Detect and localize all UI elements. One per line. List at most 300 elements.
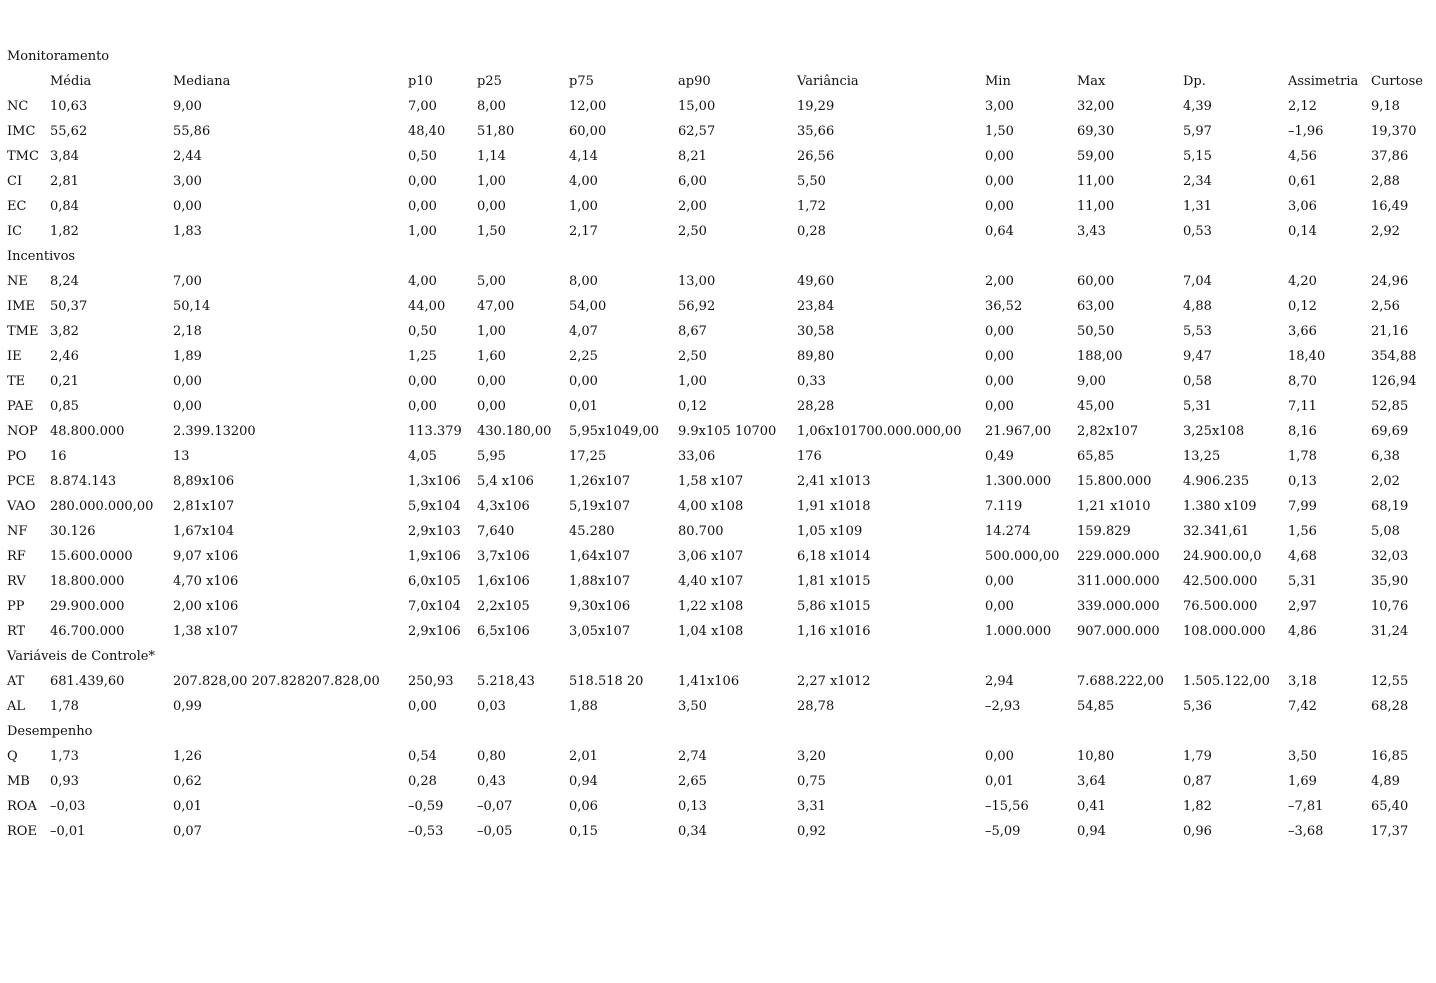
column-header: Mediana [173,74,231,89]
table-cell: 3,18 [1288,674,1317,689]
table-cell: 55,86 [173,124,211,139]
table-cell: 0,21 [50,374,79,389]
table-cell: –3,68 [1288,824,1324,839]
table-cell: 4,07 [569,324,598,339]
table-cell: 2,17 [569,224,598,239]
table-cell: 1,88 [569,699,598,714]
table-cell: 56,92 [678,299,716,314]
table-row [7,169,1436,194]
table-cell: 126,94 [1371,374,1417,389]
table-cell: 6,0x105 [408,574,461,589]
table-cell: 4,70 x106 [173,574,239,589]
table-cell: 68,28 [1371,699,1409,714]
table-cell: 60,00 [1077,274,1115,289]
table-cell: 17,37 [1371,824,1409,839]
table-cell: –7,81 [1288,799,1324,814]
table-cell: 108.000.000 [1183,624,1266,639]
table-cell: –0,59 [408,799,444,814]
table-cell: 48,40 [408,124,446,139]
table-cell: 4,00 [569,174,598,189]
table-cell: 0,00 [477,374,506,389]
table-cell: 4,20 [1288,274,1317,289]
table-cell: 1.300.000 [985,474,1052,489]
table-cell: –2,93 [985,699,1021,714]
row-label: RV [7,574,26,589]
table-cell: 11,00 [1077,174,1115,189]
table-cell: 4,40 x107 [678,574,744,589]
column-header: p75 [569,74,594,89]
table-cell: 3,82 [50,324,79,339]
table-cell: 1,67x104 [173,524,235,539]
table-cell: 37,86 [1371,149,1409,164]
table-cell: 5,19x107 [569,499,631,514]
table-row [7,544,1436,569]
table-row [7,94,1436,119]
table-row [7,694,1436,719]
table-cell: 28,78 [797,699,835,714]
table-cell: 2,44 [173,149,202,164]
table-cell: 13,25 [1183,449,1221,464]
table-cell: 5,53 [1183,324,1212,339]
table-cell: 0,13 [678,799,707,814]
table-cell: 0,50 [408,149,437,164]
table-cell: 28,28 [797,399,835,414]
table-cell: 1,00 [408,224,437,239]
table-cell: 430.180,00 [477,424,552,439]
table-row [7,744,1436,769]
table-cell: 33,06 [678,449,716,464]
table-cell: 6,5x106 [477,624,530,639]
table-cell: 1,9x106 [408,549,461,564]
table-cell: 89,80 [797,349,835,364]
table-cell: 8,16 [1288,424,1317,439]
table-cell: 50,14 [173,299,211,314]
table-cell: 76.500.000 [1183,599,1258,614]
table-cell: 9,00 [173,99,202,114]
table-cell: 0,00 [985,574,1014,589]
table-cell: 32,03 [1371,549,1409,564]
table-cell: 6,18 x1014 [797,549,871,564]
section-title-row [7,644,1436,669]
table-cell: 3,50 [1288,749,1317,764]
column-header: p10 [408,74,433,89]
table-cell: 5,50 [797,174,826,189]
table-row [7,519,1436,544]
table-cell: 10,63 [50,99,88,114]
table-cell: 0,00 [173,199,202,214]
table-cell: 0,94 [569,774,598,789]
table-cell: 54,85 [1077,699,1115,714]
table-cell: 3,06 x107 [678,549,744,564]
table-cell: 0,94 [1077,824,1106,839]
table-cell: 24.900.00,0 [1183,549,1262,564]
table-cell: 1,41x106 [678,674,740,689]
table-cell: 5,36 [1183,699,1212,714]
table-cell: 18.800.000 [50,574,125,589]
table-cell: 0,00 [985,399,1014,414]
section-title: Incentivos [7,249,76,264]
table-cell: 1,50 [477,224,506,239]
row-label: EC [7,199,27,214]
table-row [7,619,1436,644]
table-cell: 1,79 [1183,749,1212,764]
table-cell: 35,90 [1371,574,1409,589]
table-cell: 1,16 x1016 [797,624,871,639]
table-cell: 0,54 [408,749,437,764]
table-cell: 3,31 [797,799,826,814]
table-cell: 5,15 [1183,149,1212,164]
row-label: IME [7,299,35,314]
table-cell: 69,69 [1371,424,1409,439]
table-cell: 1.505.122,00 [1183,674,1270,689]
table-cell: 188,00 [1077,349,1123,364]
table-cell: 0,00 [569,374,598,389]
table-cell: 4,00 x108 [678,499,744,514]
table-cell: 2,25 [569,349,598,364]
table-cell: 0,41 [1077,799,1106,814]
table-cell: 0,93 [50,774,79,789]
table-cell: 80.700 [678,524,724,539]
column-header: Variância [797,74,859,89]
table-cell: 5,95x1049,00 [569,424,660,439]
table-cell: 0,00 [408,199,437,214]
table-cell: 7,99 [1288,499,1317,514]
table-cell: 0,00 [985,199,1014,214]
table-cell: 1,72 [797,199,826,214]
row-label: TMC [7,149,39,164]
table-cell: 42.500.000 [1183,574,1258,589]
table-cell: 23,84 [797,299,835,314]
table-cell: 0,01 [985,774,1014,789]
table-cell: 45,00 [1077,399,1115,414]
table-cell: 3,00 [173,174,202,189]
table-cell: 0,28 [797,224,826,239]
row-label: NE [7,274,28,289]
table-cell: 9.9x105 10700 [678,424,777,439]
table-cell: 4,56 [1288,149,1317,164]
table-cell: –1,96 [1288,124,1324,139]
table-cell: 8.874.143 [50,474,117,489]
table-row [7,794,1436,819]
table-cell: 159.829 [1077,524,1131,539]
table-cell: 1,00 [477,174,506,189]
table-cell: 1,22 x108 [678,599,744,614]
section-title: Monitoramento [7,49,110,64]
table-cell: 26,56 [797,149,835,164]
table-cell: 13 [173,449,190,464]
table-cell: 3,7x106 [477,549,530,564]
table-cell: 35,66 [797,124,835,139]
table-cell: 1,05 x109 [797,524,863,539]
table-cell: 5,08 [1371,524,1400,539]
table-cell: 0,00 [985,149,1014,164]
table-cell: 1,00 [569,199,598,214]
row-label: RF [7,549,26,564]
row-label: TE [7,374,26,389]
table-cell: 4,89 [1371,774,1400,789]
table-cell: 2,27 x1012 [797,674,871,689]
table-cell: 0,00 [408,174,437,189]
section-title-row [7,44,1436,69]
table-row [7,569,1436,594]
table-cell: 2,97 [1288,599,1317,614]
table-cell: 1,26 [173,749,202,764]
table-cell: 8,24 [50,274,79,289]
row-label: AL [7,699,26,714]
table-cell: 4,39 [1183,99,1212,114]
table-cell: 7,00 [408,99,437,114]
table-cell: 280.000.000,00 [50,499,154,514]
row-label: ROA [7,799,37,814]
table-cell: 11,00 [1077,199,1115,214]
table-row [7,819,1436,844]
table-cell: 7,0x104 [408,599,461,614]
table-cell: 1,81 x1015 [797,574,871,589]
table-cell: 4,14 [569,149,598,164]
column-header: Dp. [1183,74,1206,89]
table-cell: 4,05 [408,449,437,464]
table-cell: 1,89 [173,349,202,364]
table-cell: 1,14 [477,149,506,164]
table-cell: 7,11 [1288,399,1317,414]
table-row [7,119,1436,144]
table-cell: 0,00 [173,374,202,389]
table-cell: 1.000.000 [985,624,1052,639]
table-cell: 0,00 [985,324,1014,339]
table-cell: 5,31 [1183,399,1212,414]
table-cell: 21.967,00 [985,424,1052,439]
table-cell: 1,58 x107 [678,474,744,489]
table-row [7,444,1436,469]
table-row [7,769,1436,794]
table-cell: 1,25 [408,349,437,364]
table-cell: 2,2x105 [477,599,530,614]
table-cell: 3,06 [1288,199,1317,214]
row-label: PAE [7,399,34,414]
table-cell: 2,46 [50,349,79,364]
table-cell: 50,50 [1077,324,1115,339]
column-header: ap90 [678,74,711,89]
table-cell: 1,91 x1018 [797,499,871,514]
table-cell: 32.341,61 [1183,524,1250,539]
table-cell: 250,93 [408,674,454,689]
table-cell: 5.218,43 [477,674,535,689]
table-cell: 5,97 [1183,124,1212,139]
row-label: PO [7,449,27,464]
table-cell: 5,00 [477,274,506,289]
table-cell: 0,00 [408,374,437,389]
table-cell: 9,00 [1077,374,1106,389]
table-cell: 6,00 [678,174,707,189]
table-cell: 4,86 [1288,624,1317,639]
table-cell: 2,9x106 [408,624,461,639]
table-cell: 10,80 [1077,749,1115,764]
table-cell: 0,50 [408,324,437,339]
table-cell: 36,52 [985,299,1023,314]
table-cell: 2,81 [50,174,79,189]
table-cell: 10,76 [1371,599,1409,614]
table-cell: 4,88 [1183,299,1212,314]
table-cell: 2,01 [569,749,598,764]
table-cell: 1,31 [1183,199,1212,214]
row-label: PCE [7,474,36,489]
table-cell: 31,24 [1371,624,1409,639]
row-label: MB [7,774,30,789]
table-cell: 1,6x106 [477,574,530,589]
table-row [7,419,1436,444]
table-cell: 0,00 [985,749,1014,764]
table-cell: 4.906.235 [1183,474,1250,489]
table-cell: 1,56 [1288,524,1317,539]
table-cell: 1,88x107 [569,574,631,589]
table-cell: 0,06 [569,799,598,814]
column-header: Min [985,74,1011,89]
table-cell: 1,60 [477,349,506,364]
section-title-row [7,719,1436,744]
table-cell: 65,85 [1077,449,1115,464]
table-cell: 1,82 [50,224,79,239]
table-cell: 0,75 [797,774,826,789]
table-cell: 1,3x106 [408,474,461,489]
table-cell: 0,15 [569,824,598,839]
row-label: PP [7,599,25,614]
table-cell: 8,70 [1288,374,1317,389]
table-cell: 1.380 x109 [1183,499,1257,514]
table-cell: 59,00 [1077,149,1115,164]
table-cell: 339.000.000 [1077,599,1160,614]
column-header: p25 [477,74,502,89]
table-row [7,369,1436,394]
table-cell: 0,00 [408,699,437,714]
table-row [7,269,1436,294]
table-cell: 3,43 [1077,224,1106,239]
table-cell: 1,00 [678,374,707,389]
table-cell: 176 [797,449,822,464]
table-cell: 51,80 [477,124,515,139]
table-cell: 0,00 [477,399,506,414]
table-cell: 4,00 [408,274,437,289]
table-cell: 1,78 [50,699,79,714]
table-cell: 1,38 x107 [173,624,239,639]
table-cell: 681.439,60 [50,674,125,689]
table-cell: 68,19 [1371,499,1409,514]
table-cell: 3,20 [797,749,826,764]
table-cell: 2,00 [985,274,1014,289]
column-header-row [7,69,1436,94]
table-cell: 0,00 [985,174,1014,189]
column-header: Curtose [1371,74,1423,89]
table-cell: 2,9x103 [408,524,461,539]
row-label: Q [7,749,18,764]
table-cell: 0,14 [1288,224,1317,239]
table-cell: 8,21 [678,149,707,164]
table-cell: 0,01 [569,399,598,414]
table-cell: 2,18 [173,324,202,339]
table-row [7,344,1436,369]
table-cell: –0,03 [50,799,86,814]
descriptive-statistics-table [7,44,1436,844]
table-row [7,669,1436,694]
table-cell: 12,00 [569,99,607,114]
table-cell: 2,12 [1288,99,1317,114]
row-label: NC [7,99,29,114]
table-row [7,594,1436,619]
table-cell: 32,00 [1077,99,1115,114]
table-cell: 0,85 [50,399,79,414]
table-cell: 24,96 [1371,274,1409,289]
table-row [7,469,1436,494]
row-label: VAO [7,499,36,514]
table-cell: –0,01 [50,824,86,839]
table-cell: 16 [50,449,67,464]
table-cell: 47,00 [477,299,515,314]
table-cell: 2,88 [1371,174,1400,189]
table-row [7,219,1436,244]
table-cell: 3,25x108 [1183,424,1245,439]
table-cell: 1,82 [1183,799,1212,814]
table-cell: 5,31 [1288,574,1317,589]
table-cell: 0,00 [477,199,506,214]
table-cell: 3,84 [50,149,79,164]
table-cell: 0,28 [408,774,437,789]
table-cell: 5,95 [477,449,506,464]
table-cell: 3,50 [678,699,707,714]
table-cell: 0,96 [1183,824,1212,839]
section-title: Variáveis de Controle* [7,649,155,664]
table-cell: 2,94 [985,674,1014,689]
table-cell: 19,29 [797,99,835,114]
table-cell: 2,00 [678,199,707,214]
table-cell: 5,9x104 [408,499,461,514]
table-cell: 52,85 [1371,399,1409,414]
row-label: CI [7,174,23,189]
table-cell: 2,50 [678,224,707,239]
table-cell: 62,57 [678,124,716,139]
table-cell: –0,53 [408,824,444,839]
table-cell: 2,92 [1371,224,1400,239]
table-cell: 4,68 [1288,549,1317,564]
table-cell: 5,86 x1015 [797,599,871,614]
row-label: IC [7,224,23,239]
table-cell: 9,47 [1183,349,1212,364]
table-cell: 7,04 [1183,274,1212,289]
table-cell: 44,00 [408,299,446,314]
table-cell: 3,00 [985,99,1014,114]
row-label: IE [7,349,22,364]
table-cell: 1,69 [1288,774,1317,789]
table-cell: 0,64 [985,224,1014,239]
table-cell: 2,02 [1371,474,1400,489]
table-row [7,494,1436,519]
table-cell: 16,49 [1371,199,1409,214]
table-cell: 1,00 [477,324,506,339]
table-cell: 113.379 [408,424,462,439]
row-label: RT [7,624,26,639]
table-cell: 0,92 [797,824,826,839]
table-cell: 30,58 [797,324,835,339]
table-cell: 311.000.000 [1077,574,1160,589]
table-cell: 15.800.000 [1077,474,1152,489]
table-cell: 21,16 [1371,324,1409,339]
table-cell: 2,82x107 [1077,424,1139,439]
table-cell: 1,26x107 [569,474,631,489]
table-cell: –15,56 [985,799,1029,814]
table-cell: 907.000.000 [1077,624,1160,639]
table-cell: 1,73 [50,749,79,764]
row-label: IMC [7,124,36,139]
table-cell: 0,00 [173,399,202,414]
table-cell: 1,50 [985,124,1014,139]
